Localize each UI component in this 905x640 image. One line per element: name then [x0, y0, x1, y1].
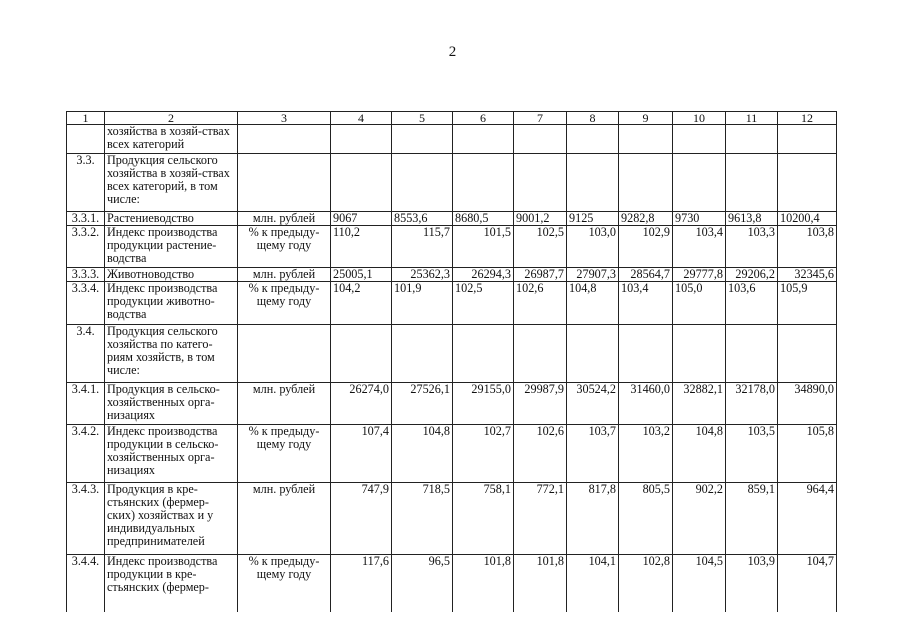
indicator-name: Продукция сельского хозяйства по катего-риям хозяйств, в том числе: — [105, 325, 238, 383]
unit-of-measure: % к предыду-щему году — [238, 282, 331, 325]
row-number: 3.4.1. — [67, 383, 105, 425]
value-cell: 28564,7 — [619, 268, 673, 282]
value-cell: 29987,9 — [514, 383, 567, 425]
indicator-name: Индекс производства продукции в кре-стьянских (фермер- — [105, 555, 238, 615]
value-cell — [567, 325, 619, 383]
value-cell: 105,8 — [778, 425, 837, 483]
value-cell — [673, 325, 726, 383]
value-cell: 27526,1 — [392, 383, 453, 425]
header-cell: 3 — [238, 112, 331, 125]
header-cell: 6 — [453, 112, 514, 125]
row-number: 3.3.3. — [67, 268, 105, 282]
value-cell: 8680,5 — [453, 212, 514, 226]
value-cell: 10200,4 — [778, 212, 837, 226]
value-cell: 27907,3 — [567, 268, 619, 282]
value-cell: 102,7 — [453, 425, 514, 483]
header-cell: 8 — [567, 112, 619, 125]
value-cell: 101,8 — [514, 555, 567, 615]
indicator-name: Индекс производства продукции в сельско-хозяйственных орга-низациях — [105, 425, 238, 483]
value-cell: 117,6 — [331, 555, 392, 615]
value-cell: 29206,2 — [726, 268, 778, 282]
value-cell — [331, 154, 392, 212]
value-cell — [331, 325, 392, 383]
value-cell: 8553,6 — [392, 212, 453, 226]
value-cell: 103,9 — [726, 555, 778, 615]
value-cell: 103,4 — [619, 282, 673, 325]
value-cell — [778, 325, 837, 383]
value-cell: 747,9 — [331, 483, 392, 555]
row-number: 3.3. — [67, 154, 105, 212]
value-cell: 102,8 — [619, 555, 673, 615]
table-row — [67, 383, 837, 425]
value-cell: 9730 — [673, 212, 726, 226]
value-cell: 102,6 — [514, 425, 567, 483]
indicator-name: Индекс производства продукции животно-водства — [105, 282, 238, 325]
value-cell: 103,8 — [778, 226, 837, 268]
header-cell: 5 — [392, 112, 453, 125]
table-row — [67, 282, 837, 325]
value-cell — [673, 154, 726, 212]
value-cell: 103,4 — [673, 226, 726, 268]
value-cell — [673, 125, 726, 154]
value-cell: 104,1 — [567, 555, 619, 615]
value-cell: 9613,8 — [726, 212, 778, 226]
value-cell: 102,5 — [453, 282, 514, 325]
value-cell — [392, 125, 453, 154]
value-cell: 25005,1 — [331, 268, 392, 282]
header-cell: 4 — [331, 112, 392, 125]
page-bottom-crop — [0, 612, 905, 640]
value-cell: 102,5 — [514, 226, 567, 268]
value-cell — [726, 154, 778, 212]
value-cell: 9282,8 — [619, 212, 673, 226]
value-cell — [567, 154, 619, 212]
header-cell: 12 — [778, 112, 837, 125]
value-cell: 25362,3 — [392, 268, 453, 282]
value-cell: 34890,0 — [778, 383, 837, 425]
value-cell: 101,9 — [392, 282, 453, 325]
value-cell: 32882,1 — [673, 383, 726, 425]
table-row — [67, 212, 837, 226]
table-row — [67, 125, 837, 154]
row-number: 3.3.4. — [67, 282, 105, 325]
value-cell — [514, 325, 567, 383]
row-number: 3.3.1. — [67, 212, 105, 226]
value-cell: 103,0 — [567, 226, 619, 268]
value-cell: 103,3 — [726, 226, 778, 268]
header-cell: 9 — [619, 112, 673, 125]
value-cell: 104,2 — [331, 282, 392, 325]
value-cell: 103,6 — [726, 282, 778, 325]
value-cell: 9001,2 — [514, 212, 567, 226]
value-cell — [453, 325, 514, 383]
value-cell: 104,8 — [673, 425, 726, 483]
unit-of-measure: % к предыду-щему году — [238, 555, 331, 615]
header-cell: 2 — [105, 112, 238, 125]
value-cell — [392, 154, 453, 212]
value-cell — [726, 325, 778, 383]
header-cell: 10 — [673, 112, 726, 125]
unit-of-measure: млн. рублей — [238, 268, 331, 282]
indicator-name: Индекс производства продукции растение-водства — [105, 226, 238, 268]
unit-of-measure: млн. рублей — [238, 483, 331, 555]
row-number: 3.4.4. — [67, 555, 105, 615]
value-cell — [331, 125, 392, 154]
indicator-name: Продукция сельского хозяйства в хозяй-ствах всех категорий, в том числе: — [105, 154, 238, 212]
value-cell: 26987,7 — [514, 268, 567, 282]
table-row — [67, 154, 837, 212]
value-cell: 105,9 — [778, 282, 837, 325]
value-cell: 9125 — [567, 212, 619, 226]
header-cell: 11 — [726, 112, 778, 125]
row-number: 3.4.2. — [67, 425, 105, 483]
header-cell: 7 — [514, 112, 567, 125]
table-row — [67, 325, 837, 383]
header-cell: 1 — [67, 112, 105, 125]
value-cell: 107,4 — [331, 425, 392, 483]
value-cell: 31460,0 — [619, 383, 673, 425]
header-row — [67, 112, 837, 125]
value-cell — [514, 125, 567, 154]
value-cell: 104,5 — [673, 555, 726, 615]
value-cell: 859,1 — [726, 483, 778, 555]
value-cell: 103,5 — [726, 425, 778, 483]
value-cell — [453, 125, 514, 154]
value-cell — [778, 154, 837, 212]
row-number: 3.4.3. — [67, 483, 105, 555]
table-row — [67, 268, 837, 282]
value-cell: 30524,2 — [567, 383, 619, 425]
value-cell: 817,8 — [567, 483, 619, 555]
row-number — [67, 125, 105, 154]
value-cell: 772,1 — [514, 483, 567, 555]
value-cell: 96,5 — [392, 555, 453, 615]
value-cell: 718,5 — [392, 483, 453, 555]
table-row — [67, 555, 837, 615]
value-cell: 102,6 — [514, 282, 567, 325]
unit-of-measure — [238, 325, 331, 383]
value-cell: 26274,0 — [331, 383, 392, 425]
value-cell: 964,4 — [778, 483, 837, 555]
value-cell — [392, 325, 453, 383]
indicator-name: хозяйства в хозяй-ствах всех категорий — [105, 125, 238, 154]
table-row — [67, 425, 837, 483]
value-cell: 102,9 — [619, 226, 673, 268]
value-cell: 9067 — [331, 212, 392, 226]
unit-of-measure: млн. рублей — [238, 212, 331, 226]
unit-of-measure: млн. рублей — [238, 383, 331, 425]
value-cell: 101,5 — [453, 226, 514, 268]
indicator-name: Продукция в сельско-хозяйственных орга-низациях — [105, 383, 238, 425]
value-cell: 29155,0 — [453, 383, 514, 425]
value-cell — [619, 325, 673, 383]
value-cell — [567, 125, 619, 154]
value-cell — [778, 125, 837, 154]
unit-of-measure: % к предыду-щему году — [238, 425, 331, 483]
value-cell: 32178,0 — [726, 383, 778, 425]
unit-of-measure — [238, 154, 331, 212]
table-row — [67, 226, 837, 268]
value-cell — [619, 125, 673, 154]
value-cell: 902,2 — [673, 483, 726, 555]
value-cell — [453, 154, 514, 212]
value-cell: 104,8 — [567, 282, 619, 325]
indicator-name: Продукция в кре-стьянских (фермер-ских) хозяйствах и у индивидуальных предпринимателей — [105, 483, 238, 555]
value-cell: 101,8 — [453, 555, 514, 615]
row-number: 3.3.2. — [67, 226, 105, 268]
unit-of-measure — [238, 125, 331, 154]
value-cell: 115,7 — [392, 226, 453, 268]
value-cell: 26294,3 — [453, 268, 514, 282]
unit-of-measure: % к предыду-щему году — [238, 226, 331, 268]
table-row — [67, 483, 837, 555]
value-cell: 110,2 — [331, 226, 392, 268]
statistics-table — [66, 111, 837, 615]
indicator-name: Животноводство — [105, 268, 238, 282]
value-cell: 29777,8 — [673, 268, 726, 282]
value-cell: 104,8 — [392, 425, 453, 483]
value-cell: 103,7 — [567, 425, 619, 483]
indicator-name: Растениеводство — [105, 212, 238, 226]
value-cell — [619, 154, 673, 212]
value-cell: 104,7 — [778, 555, 837, 615]
value-cell: 758,1 — [453, 483, 514, 555]
page-number: 2 — [448, 44, 457, 60]
value-cell: 103,2 — [619, 425, 673, 483]
value-cell — [726, 125, 778, 154]
value-cell: 805,5 — [619, 483, 673, 555]
value-cell: 105,0 — [673, 282, 726, 325]
value-cell: 32345,6 — [778, 268, 837, 282]
row-number: 3.4. — [67, 325, 105, 383]
value-cell — [514, 154, 567, 212]
